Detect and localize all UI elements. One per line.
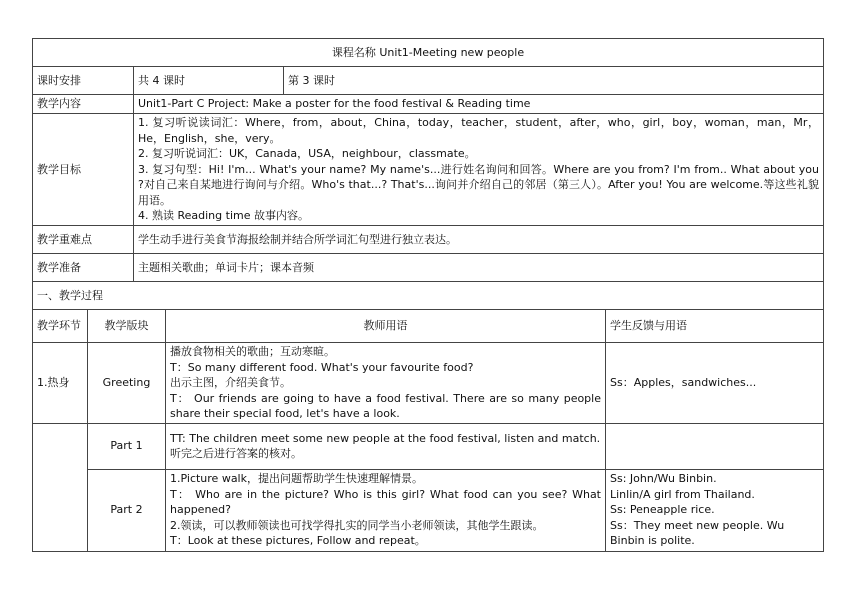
teacher-line: T： Our friends are going to have a food festival. There are so many people share their special food, let's have a look. (170, 391, 601, 420)
content-row (33, 95, 824, 114)
preparation-value: 主题相关歌曲；单词卡片；课本音频 (134, 254, 824, 282)
teacher-line: 1.Picture walk，提出问题帮助学生快速理解情景。 (170, 472, 423, 486)
objective-line: 3. 复习句型：Hi! I'm... What's your name? My name's...进行姓名询问和回答。Where are you from? I'm from.. What about you ?对自己来自某地进行询问与介绍。Who's that...? That's...询问并介绍自己的邻居（第三人）。After you! You are welcome.等这些礼貌用语。 (138, 162, 819, 207)
schedule-row (33, 67, 824, 95)
key-points-row (33, 226, 824, 254)
student-line: Ss：Apples，sandwiches... (610, 376, 757, 389)
teacher-line: T：So many different food. What's your favourite food? (170, 360, 474, 374)
header-student: 学生反馈与用语 (606, 310, 824, 343)
teacher-line: T：Look at these pictures, Follow and repeat。 (170, 534, 426, 548)
section-cell: Part 2 (88, 469, 166, 551)
student-line: Ss：They meet new people. Wu Binbin is polite. (610, 518, 785, 548)
stage-cell: 1.热身 (33, 343, 88, 424)
objective-line: 4. 熟读 Reading time 故事内容。 (138, 209, 309, 222)
process-header-row (33, 310, 824, 343)
title-row (33, 39, 824, 67)
objective-line: 1. 复习听说读词汇：Where，from，about，China，today，teacher，student，after，who，girl，boy，woman，man，Mr，He，English，she，very。 (138, 116, 819, 145)
schedule-total: 共 4 课时 (134, 67, 284, 95)
section-cell: Greeting (88, 343, 166, 424)
student-cell (606, 469, 824, 551)
teacher-line: 出示主图，介绍美食节。 (170, 376, 291, 389)
content-label: 教学内容 (33, 95, 134, 114)
info-table (32, 38, 824, 310)
student-line: Linlin/A girl from Thailand. (610, 487, 755, 501)
table-row (33, 423, 824, 469)
teacher-line: TT: The children meet some new people at the food festival, listen and match. (170, 431, 601, 445)
preparation-label: 教学准备 (33, 254, 134, 282)
section-cell: Part 1 (88, 423, 166, 469)
objective-line: 2. 复习听说词汇：UK，Canada，USA，neighbour，classmate。 (138, 147, 476, 160)
lesson-plan (32, 38, 823, 552)
student-cell (606, 343, 824, 424)
student-cell (606, 423, 824, 469)
teacher-cell (166, 469, 606, 551)
preparation-row (33, 254, 824, 282)
teacher-cell (166, 343, 606, 424)
student-line: Ss: Peneapple rice. (610, 503, 715, 517)
teacher-line: 听完之后进行答案的核对。 (170, 447, 302, 460)
objectives-value (134, 114, 824, 226)
student-line: Ss: John/Wu Binbin. (610, 472, 717, 486)
header-stage: 教学环节 (33, 310, 88, 343)
key-points-value: 学生动手进行美食节海报绘制并结合所学词汇句型进行独立表达。 (134, 226, 824, 254)
course-title: 课程名称 Unit1-Meeting new people (33, 39, 824, 67)
table-row (33, 469, 824, 551)
stage-cell (33, 423, 88, 551)
process-table (32, 309, 824, 552)
content-value: Unit1-Part C Project: Make a poster for the food festival & Reading time (134, 95, 824, 114)
teacher-cell (166, 423, 606, 469)
teacher-line: 播放食物相关的歌曲；互动寒暄。 (170, 345, 335, 358)
process-heading: 一、教学过程 (33, 282, 824, 310)
header-teacher: 教师用语 (166, 310, 606, 343)
header-section: 教学版块 (88, 310, 166, 343)
process-heading-row (33, 282, 824, 310)
table-row (33, 343, 824, 424)
schedule-current: 第 3 课时 (284, 67, 824, 95)
teacher-line: 2.领读，可以教师领读也可找学得扎实的同学当小老师领读，其他学生跟读。 (170, 518, 544, 532)
key-points-label: 教学重难点 (33, 226, 134, 254)
teacher-line: T： Who are in the picture? Who is this girl? What food can you see? What happened? (170, 487, 601, 517)
objectives-label: 教学目标 (33, 114, 134, 226)
objectives-row (33, 114, 824, 226)
schedule-label: 课时安排 (33, 67, 134, 95)
